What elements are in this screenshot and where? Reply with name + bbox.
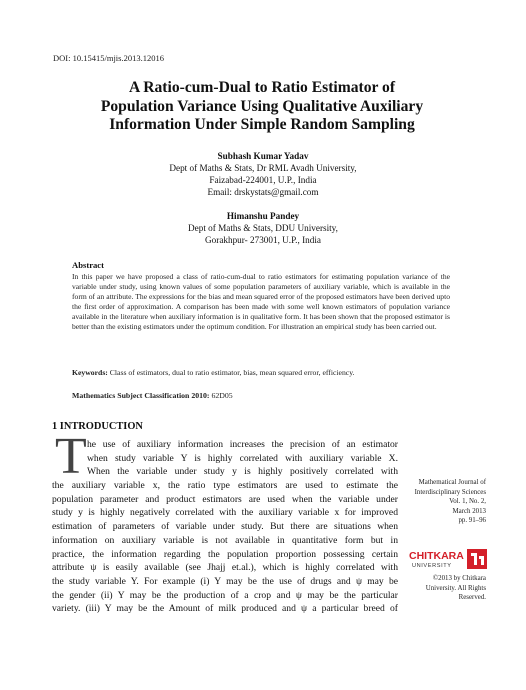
intro-line: estimation of parameters of variable under study. But there are situations when — [52, 521, 398, 533]
drop-cap: T — [55, 428, 87, 485]
journal-info-line: March 2013 — [452, 507, 486, 515]
intro-line: population parameter and product estimators are used when the variable under — [52, 493, 398, 505]
author-name: Himanshu Pandey — [226, 211, 300, 221]
journal-info-line: Interdisciplinary Sciences — [414, 488, 486, 496]
intro-line: practice, the information regarding the population proportion possessing certain — [52, 548, 398, 560]
intro-line: variety. (iii) Y may be the Amount of milk produced and ψ a particular breed of — [52, 603, 398, 615]
author-block-1 — [0, 150, 526, 198]
paper-title — [40, 79, 484, 135]
copyright-line: Reserved. — [458, 594, 486, 602]
doi-line: DOI: 10.15415/mjis.2013.12016 — [53, 53, 164, 63]
intro-line: the gender (ii) Y may be the production of a crop and ψ may be the particular — [52, 589, 398, 601]
journal-info — [400, 478, 486, 526]
intro-line: he use of auxiliary information increases the precision of an estimator — [87, 439, 398, 450]
email-line: Email: drskystats@gmail.com — [207, 187, 319, 197]
copyright-line: University. All Rights — [425, 584, 486, 592]
copyright-info — [400, 574, 486, 603]
keywords-text: Class of estimators, dual to ratio estimator, bias, mean squared error, efficiency. — [107, 368, 355, 377]
intro-line: the auxiliary variable x, the ratio type estimators are used to estimate the — [52, 480, 398, 492]
title-line: Population Variance Using Qualitative Auxiliary — [100, 97, 424, 115]
intro-line: information on auxiliary variable is not available in quantitative form but in — [52, 534, 398, 546]
intro-paragraph — [52, 438, 398, 616]
title-line: A Ratio-cum-Dual to Ratio Estimator of — [128, 79, 396, 96]
title-line: Information Under Simple Random Sampling — [109, 116, 415, 133]
keywords-label: Keywords: — [72, 368, 108, 377]
affiliation-line: Faizabad-224001, U.P., India — [209, 175, 317, 185]
intro-line: study y is highly negatively correlated with the auxiliary variable x for improved — [52, 507, 398, 519]
msc-label: Mathematics Subject Classification 2010: — [72, 391, 210, 400]
intro-line: When the variable under study y is highly positively correlated with — [87, 466, 398, 478]
logo-text: CHITKARA — [409, 550, 464, 562]
affiliation-line: Dept of Maths & Stats, DDU University, — [188, 223, 338, 233]
copyright-line: ©2013 by Chitkara — [432, 575, 486, 582]
abstract-heading: Abstract — [72, 260, 104, 270]
author-block-2 — [0, 210, 526, 246]
chitkara-logo — [409, 548, 489, 570]
journal-info-line: Vol. 1, No. 2, — [449, 498, 486, 506]
msc-value: 62D05 — [209, 391, 233, 400]
abstract-text: In this paper we have proposed a class of ratio-cum-dual to ratio estimators for estimating population variance of the variable under study, using known values of some population parameters of auxiliary variable, which is available in the form of an attribute. The expressions for the bias and mean squared error of the proposed estimators have been derived upto the first order of approximation. A comparison has been made with some well known estimators of population variance available in the literature when auxiliary information is in qualitative form. It has been shown that the proposed estimator is better than the existing estimators under the optimum condition. For illustration an empirical study has been carried out. — [72, 272, 450, 331]
author-name: Subhash Kumar Yadav — [217, 151, 309, 161]
journal-info-line: Mathematical Journal of — [418, 479, 486, 486]
journal-info-line: pp. 91–96 — [458, 517, 486, 525]
affiliation-line: Gorakhpur- 273001, U.P., India — [205, 235, 321, 245]
intro-line: the study variable Y. For example (i) Y may be the use of drugs and ψ may be — [52, 575, 398, 587]
intro-line: when study variable Y is highly correlated with auxiliary variable X. — [87, 452, 398, 464]
keywords — [72, 368, 450, 378]
msc-classification — [72, 391, 233, 400]
logo-subtext: UNIVERSITY — [412, 563, 452, 569]
affiliation-line: Dept of Maths & Stats, Dr RML Avadh University, — [169, 163, 357, 173]
section-heading: 1 INTRODUCTION — [52, 421, 143, 432]
intro-line: attribute ψ is easily available (see Jhajj et.al.), which is highly correlated with — [52, 562, 398, 574]
